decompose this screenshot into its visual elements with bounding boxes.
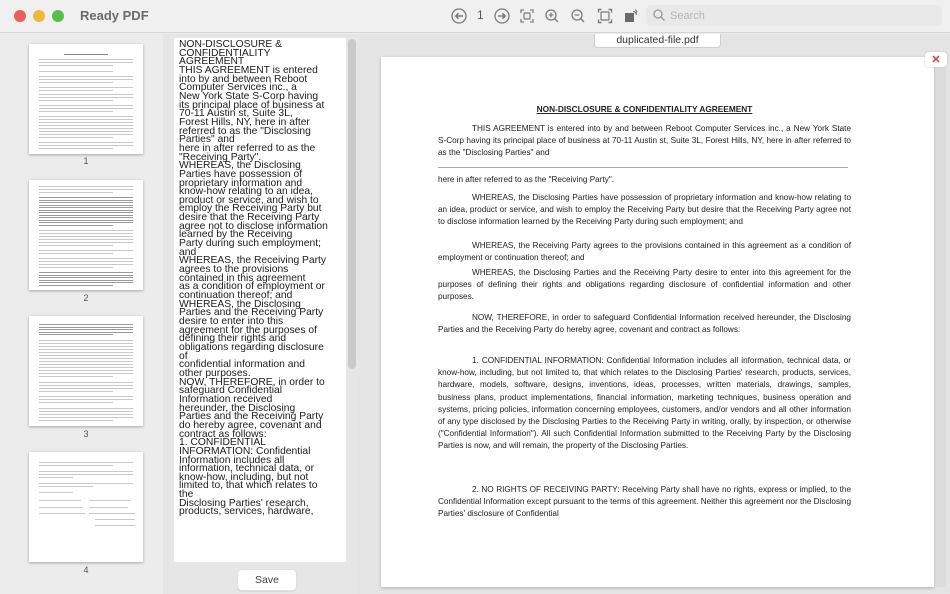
thumbnail-text-line [39, 233, 133, 234]
thumbnail-text-line [39, 205, 133, 206]
thumbnail-text-line [39, 282, 133, 283]
thumbnail-text-line [39, 340, 133, 341]
thumbnail-text-line [39, 134, 133, 135]
thumbnail-text-line [95, 519, 135, 520]
thumbnail-text-line [39, 402, 113, 403]
thumbnail-text-line [39, 79, 133, 80]
thumbnail-text-line [39, 376, 113, 377]
thumbnail-text-line [39, 210, 133, 211]
thumbnail-text-line [39, 137, 113, 138]
search-icon [652, 8, 666, 22]
thumbnail-text-line [39, 236, 133, 237]
close-document-button[interactable] [925, 52, 947, 67]
thumbnail-text-line [39, 462, 133, 463]
document-paragraph: WHEREAS, the Receiving Party agrees to the provisions contained in this agreement as a condition of employment or continuation thereof; and [438, 241, 851, 263]
thumbnail-text-line [39, 65, 113, 66]
thumbnail-text-line [39, 474, 133, 475]
thumbnail-text-line [39, 349, 133, 350]
thumbnail-text-line [39, 388, 133, 389]
thumbnail-text-line [39, 212, 133, 213]
window-close-button[interactable] [14, 10, 26, 22]
thumbnail-label: 3 [83, 429, 89, 439]
thumbnail-text-line [39, 148, 113, 149]
app-title: Ready PDF [80, 8, 149, 23]
page-thumbnail-2[interactable] [29, 180, 143, 290]
document-paragraph: 2. NO RIGHTS OF RECEIVING PARTY: Receiving Party shall have no rights, express or implied, to the Confidential Information except pursuant to the terms of this agreement. Neither this agreement nor the Disclosing Parties' disclosure of Confidential [438, 485, 851, 519]
actual-size-button[interactable] [518, 7, 536, 25]
thumbnail-text-line [39, 186, 133, 187]
next-page-button[interactable] [493, 7, 511, 25]
separator-line [438, 167, 848, 168]
document-paragraph: 1. CONFIDENTIAL INFORMATION: Confidential Information includes all information, technical data, or know-how, including, but not limited to, that which relates to the Disclosing Parties' research, products, services, hardware, models, software, designs, inventions, ideas, processes, written materials, drawings, samples, business plans, product implementations, financial information, marketing techniques, business operation and systems, pricing policies, information concerning employees, customers, and/or vendors and all other information of any type disclosed by the Disclosing Parties to the Receiving Party in writing, orally, by inspection, or otherwise ("Confidential Information"). All such Confidential Information submitted to the Receiving Party by the Disclosing Parties is now, and will remain, the property of the Disclosing Parties. [438, 356, 851, 451]
thumbnail-text-line [39, 215, 133, 216]
thumbnail-text-line [39, 361, 133, 362]
thumbnail-text-line [39, 239, 133, 240]
extracted-text-area[interactable] [174, 38, 346, 562]
thumbnail-text-line [39, 250, 133, 251]
file-name-tab[interactable]: duplicated-file.pdf [594, 34, 721, 48]
thumbnail-text-line [39, 367, 133, 368]
thumbnail-text-line [39, 382, 133, 383]
thumbnail-text-line [39, 329, 133, 330]
thumbnail-text-line [39, 358, 133, 359]
thumbnail-text-line [39, 477, 73, 478]
search-input[interactable] [670, 7, 930, 24]
thumbnail-text-line [39, 492, 73, 493]
document-paragraph: NOW, THEREFORE, in order to safeguard Confidential Information received hereunder, the Disclosing Parties and the Receiving Party do hereby agree, covenant and contract as follows: [438, 313, 851, 335]
thumbnail-text-line [39, 364, 133, 365]
text-panel-scrollbar[interactable] [348, 39, 356, 369]
document-paragraph: here in after referred to as the "Receiving Party". [438, 175, 615, 184]
thumbnail-text-line [39, 62, 133, 63]
previous-page-button[interactable] [450, 7, 468, 25]
thumbnail-text-line [39, 396, 133, 397]
thumbnail-text-line [39, 500, 81, 501]
thumbnail-text-line [39, 507, 83, 508]
thumbnail-text-line [39, 125, 133, 126]
close-icon: ✕ [931, 54, 941, 66]
thumbnail-text-line [39, 105, 133, 106]
thumbnail-text-line [39, 373, 133, 374]
thumbnail-text-line [39, 116, 133, 117]
thumbnail-text-line [39, 131, 133, 132]
thumbnail-label: 2 [83, 293, 89, 303]
thumbnail-text-line [39, 253, 113, 254]
thumbnail-text-line [39, 352, 133, 353]
thumbnail-text-line [39, 97, 133, 98]
thumbnail-text-line [39, 59, 133, 60]
document-paragraph: WHEREAS, the Disclosing Parties and the Receiving Party desire to enter into this agreement for the purposes of defining their rights and obligations regarding disclosure of confidential information and other purposes. [438, 268, 851, 302]
thumbnail-text-line [39, 100, 113, 101]
thumbnail-text-line [39, 145, 133, 146]
thumbnail-text-line [39, 261, 133, 262]
window-zoom-button[interactable] [52, 10, 64, 22]
actual-size-icon [518, 7, 536, 25]
extracted-text-panel [163, 34, 358, 594]
thumbnail-text-line [39, 391, 113, 392]
thumbnail-text-line [39, 128, 133, 129]
thumbnail-text-line [39, 411, 133, 412]
fit-page-button[interactable] [596, 7, 614, 25]
thumbnail-text-line [39, 408, 133, 409]
thumbnail-text-line [39, 245, 113, 246]
page-thumbnail-3[interactable] [29, 316, 143, 426]
thumbnail-text-line [39, 324, 133, 325]
fit-page-icon [596, 7, 614, 25]
thumbnail-text-line [39, 277, 133, 278]
zoom-in-icon [543, 7, 561, 25]
document-viewer [358, 34, 950, 594]
thumbnail-text-line [39, 202, 133, 203]
document-paragraph: THIS AGREEMENT is entered into by and between Reboot Computer Services inc., a New York State S-Corp having its principal place of business at 70-11 Austin st, Suite 3L, Forest Hills, NY, here in after referred to as the "Disclosing Parties" and [438, 124, 851, 158]
page-thumbnails-sidebar [0, 34, 163, 594]
thumbnail-text-line [39, 207, 133, 208]
zoom-out-icon [569, 7, 587, 25]
thumbnail-text-line [39, 272, 133, 273]
thumbnail-text-line [39, 76, 133, 77]
thumbnail-text-line [39, 222, 133, 223]
thumbnail-text-line [39, 258, 133, 259]
thumbnail-text-line [39, 225, 113, 226]
thumbnail-text-line [39, 355, 133, 356]
thumbnail-text-line [39, 370, 133, 371]
thumbnail-text-line [39, 119, 133, 120]
thumbnail-text-line [39, 420, 113, 421]
thumbnail-text-line [39, 142, 133, 143]
thumbnail-text-line [39, 280, 133, 281]
thumbnail-text-line [39, 122, 133, 123]
document-scrollbar[interactable] [936, 57, 946, 587]
thumbnail-text-line [39, 385, 133, 386]
title-bar [0, 0, 950, 33]
rotate-icon [622, 7, 640, 25]
thumbnail-text-line [39, 189, 133, 190]
document-title: NON-DISCLOSURE & CONFIDENTIALITY AGREEMENT [536, 104, 753, 114]
extracted-text[interactable]: NON-DISCLOSURE & CONFIDENTIALITY AGREEMENT THIS AGREEMENT is entered into by and between Reboot Computer Services inc., a New York State S-Corp having its principal place of business at 70-11 Austin st, Suite 3L, Forest Hills, NY, here in after referred to as the "Disclosing Parties" and here in after referred to as the "Receiving Party". WHEREAS, the Disclosing Parties have possession of proprietary information and know-how relating to an idea, product or service, and wish to employ the Receiving Party but desire that the Receiving Party agree not to disclose information learned by the Receiving Party during such employment; and WHEREAS, the Receiving Party agrees to the provisions contained in this agreement as a condition of employment or continuation thereof; and WHEREAS, the Disclosing Parties and the Receiving Party desire to enter into this agreement for the purposes of defining their rights and obligations regarding disclosure of confidential information and other purposes. NOW, THEREFORE, in order to safeguard Confidential Information received hereunder, the Disclosing Parties and the Receiving Party do hereby agree, covenant and contract as follows: 1. CONFIDENTIAL INFORMATION: Confidential Information includes all information, technical data, or know-how, including, but not limited to, that which relates to the Disclosing Parties' research, products, services, hardware, [179, 39, 328, 518]
thumbnail-text-line [39, 343, 133, 344]
thumbnail-text-line [64, 54, 108, 55]
thumbnail-text-line [39, 230, 133, 231]
thumbnail-text-line [39, 346, 133, 347]
thumbnail-text-line [39, 327, 133, 328]
pdf-page [381, 57, 934, 587]
thumbnail-text-line [39, 108, 133, 109]
thumbnail-text-line [89, 507, 128, 508]
thumbnail-text-line [39, 197, 133, 198]
thumbnail-text-line [39, 486, 93, 487]
arrow-left-circle-icon [450, 7, 468, 25]
thumbnail-label: 4 [83, 565, 89, 575]
thumbnail-text-line [39, 483, 133, 484]
thumbnail-text-line [39, 82, 113, 83]
zoom-out-button[interactable] [569, 7, 587, 25]
thumbnail-text-line [95, 525, 135, 526]
thumbnail-text-line [39, 334, 113, 335]
document-paragraph: WHEREAS, the Disclosing Parties have possession of proprietary information and know-how relating to an idea, product or service, and wish to employ the Receiving Party but desire that the Receiving Party agree not to disclose information learned by the Receiving Party during such employment; and [438, 193, 851, 227]
window-minimize-button[interactable] [33, 10, 45, 22]
thumbnail-text-line [39, 217, 133, 218]
thumbnail-text-line [39, 332, 133, 333]
thumbnail-text-line [39, 90, 113, 91]
rotate-button[interactable] [622, 7, 640, 25]
thumbnail-text-line [39, 71, 113, 72]
save-button[interactable]: Save [237, 569, 297, 591]
arrow-right-circle-icon [493, 7, 511, 25]
thumbnail-text-line [39, 192, 113, 193]
thumbnail-text-line [39, 267, 113, 268]
thumbnail-text-line [39, 275, 133, 276]
thumbnail-text-line [89, 500, 131, 501]
thumbnail-text-line [39, 220, 133, 221]
thumbnail-label: 1 [83, 156, 89, 166]
thumbnail-text-line [39, 399, 133, 400]
thumbnail-text-line [39, 111, 113, 112]
thumbnail-text-line [39, 417, 133, 418]
thumbnail-text-line [39, 87, 133, 88]
thumbnail-text-line [39, 285, 113, 286]
thumbnail-text-line [39, 465, 113, 466]
zoom-in-button[interactable] [543, 7, 561, 25]
thumbnail-text-line [89, 513, 135, 514]
thumbnail-text-line [39, 200, 133, 201]
page-thumbnail-4[interactable] [29, 452, 143, 562]
thumbnail-text-line [39, 513, 85, 514]
thumbnail-text-line [39, 264, 133, 265]
search-field[interactable] [646, 5, 942, 26]
thumbnail-text-line [39, 414, 133, 415]
thumbnail-text-line [39, 94, 133, 95]
page-thumbnail-1[interactable] [29, 44, 143, 154]
thumbnail-text-line [39, 471, 133, 472]
thumbnail-text-line [39, 242, 133, 243]
current-page-number[interactable]: 1 [477, 8, 484, 22]
